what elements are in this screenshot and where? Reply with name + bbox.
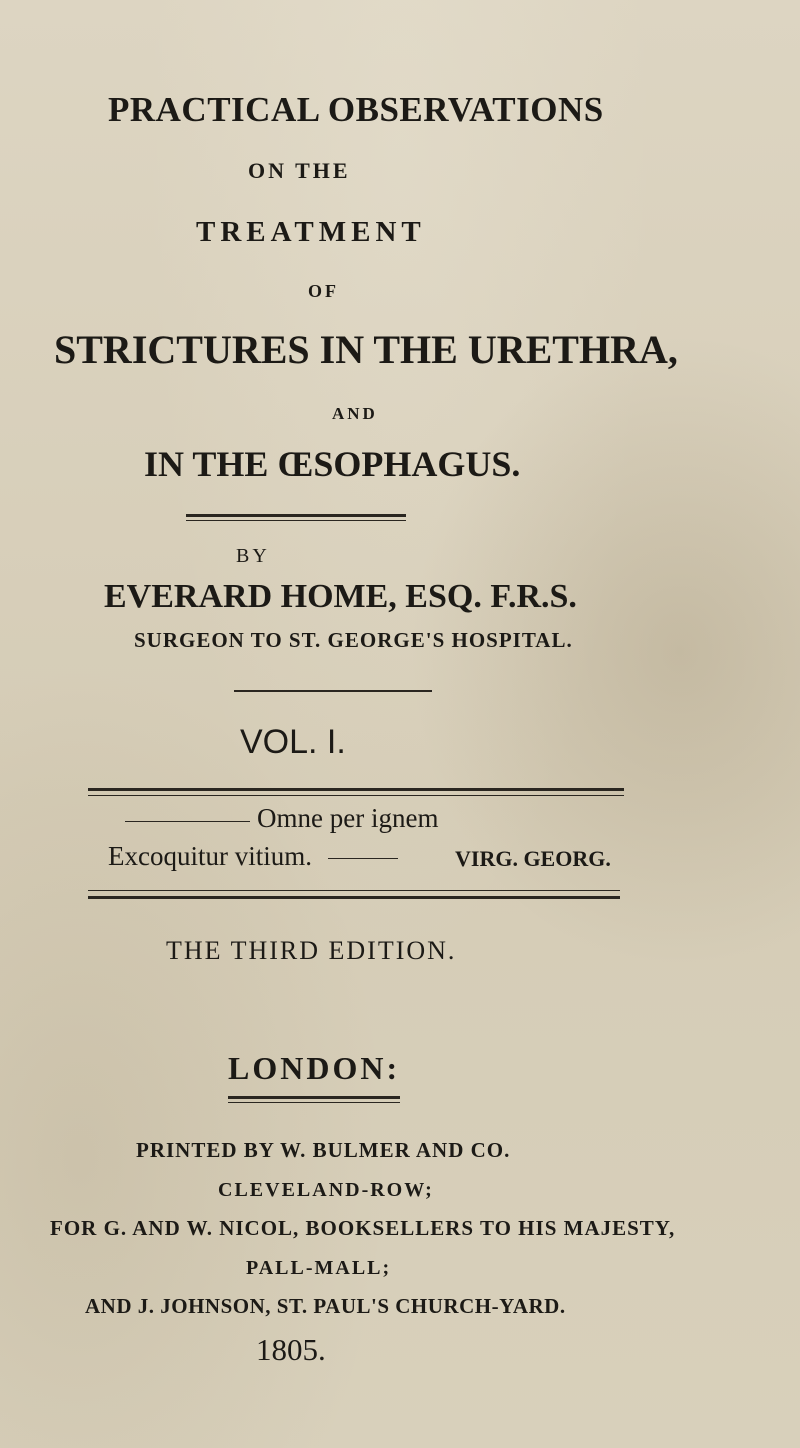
volume-label: VOL. I. <box>240 723 346 761</box>
epigraph-line-1: Omne per ignem <box>257 803 439 833</box>
imprint-printer-address: CLEVELAND-ROW; <box>218 1179 434 1201</box>
place-of-publication: LONDON: <box>228 1050 401 1086</box>
by-line: BY <box>236 545 270 567</box>
author-role: SURGEON TO ST. GEORGE'S HOSPITAL. <box>134 628 573 652</box>
rule-under-title <box>186 514 406 517</box>
imprint-printer: PRINTED BY W. BULMER AND CO. <box>136 1138 511 1162</box>
title-line-6: AND <box>332 404 378 423</box>
rule-under-title-fine <box>186 520 406 521</box>
edition-label: THE THIRD EDITION. <box>166 936 457 965</box>
imprint-second-bookseller: AND J. JOHNSON, ST. PAUL'S CHURCH-YARD. <box>85 1294 566 1318</box>
author-name: EVERARD HOME, ESQ. F.R.S. <box>104 578 577 615</box>
imprint-bookseller: FOR G. AND W. NICOL, BOOKSELLERS TO HIS MAJESTY, <box>50 1216 676 1240</box>
title-line-3: TREATMENT <box>196 216 426 248</box>
title-line-5: STRICTURES IN THE URETHRA, <box>54 327 678 372</box>
rule-above-epigraph <box>88 788 624 791</box>
publication-year: 1805. <box>256 1332 326 1367</box>
epigraph-trail-dash <box>328 858 398 859</box>
epigraph-source: VIRG. GEORG. <box>455 846 611 871</box>
title-line-1: PRACTICAL OBSERVATIONS <box>108 90 604 129</box>
title-line-2: ON THE <box>248 158 351 183</box>
imprint-bookseller-address: PALL-MALL; <box>246 1257 392 1279</box>
rule-below-epigraph-bold <box>88 896 620 899</box>
title-line-7: IN THE ŒSOPHAGUS. <box>144 444 521 484</box>
rule-below-epigraph <box>88 890 620 891</box>
epigraph-line-2: Excoquitur vitium. <box>108 841 312 871</box>
epigraph-lead-dash <box>125 821 250 822</box>
rule-above-epigraph-fine <box>88 795 624 796</box>
title-line-4: OF <box>308 281 339 301</box>
rule-under-place-fine <box>228 1102 400 1103</box>
rule-under-place <box>228 1096 400 1099</box>
rule-above-volume <box>234 690 432 692</box>
